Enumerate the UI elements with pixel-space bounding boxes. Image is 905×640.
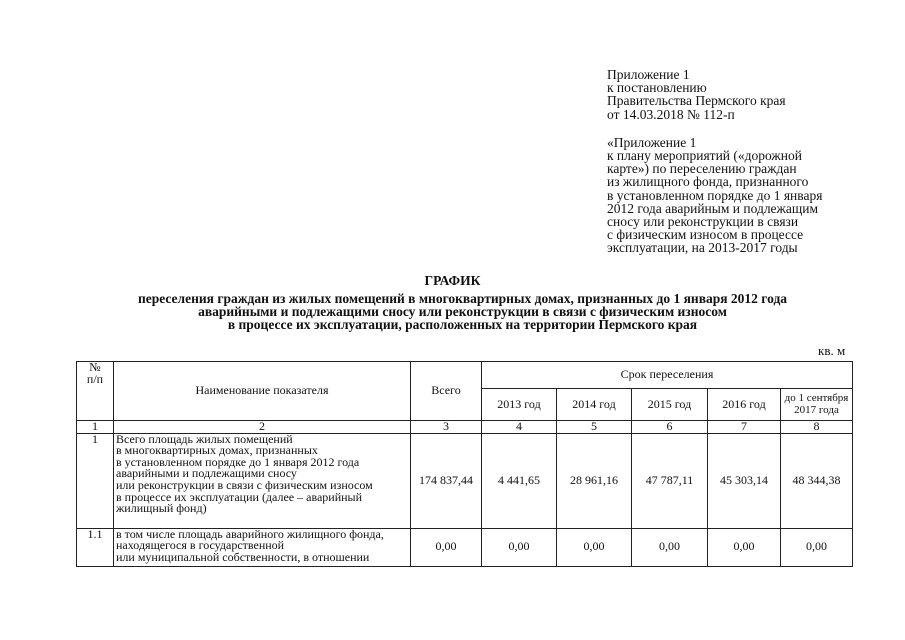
row-name-line: в том числе площадь аварийного жилищного фонда, — [116, 526, 384, 541]
row-value: 47 787,11 — [632, 433, 708, 528]
row-value: 0,00 — [557, 528, 632, 566]
row-name-line: Всего площадь жилых помещений — [116, 431, 293, 446]
column-number: 8 — [781, 421, 853, 434]
row-name-line: в процессе их эксплуатации (далее – аварийный — [116, 489, 363, 504]
row-value: 45 303,14 — [708, 433, 781, 528]
appendix-line: карте») по переселению граждан — [607, 161, 797, 177]
header-row — [77, 362, 853, 389]
row-value: 0,00 — [781, 528, 853, 566]
units-label: кв. м — [818, 343, 846, 358]
appendix-line: из жилищного фонда, признанного — [607, 174, 809, 190]
document-subtitle — [60, 292, 865, 331]
row-value: 0,00 — [632, 528, 708, 566]
header-year: 2016 год — [708, 389, 781, 421]
row-num: 1.1 — [77, 528, 114, 566]
appendix-line: Правительства Пермского края — [607, 93, 786, 109]
row-name-line: жилищный фонд) — [116, 501, 207, 516]
row-name — [114, 528, 411, 566]
subtitle-line: переселения граждан из жилых помещений в многоквартирных домах, признанных до 1 января 2012 года — [137, 291, 788, 306]
table-row — [77, 433, 853, 528]
appendix-line: с физическим износом в процессе — [607, 227, 804, 243]
header-year-last-line: 2017 года — [794, 403, 839, 416]
appendix-line: к плану мероприятий («дорожной — [607, 148, 802, 164]
header-name: Наименование показателя — [114, 362, 411, 421]
row-name-line: находящегося в государственной — [116, 538, 285, 553]
column-number: 5 — [557, 421, 632, 434]
subtitle-line: аварийными и подлежащими сносу или реконструкции в связи с физическим износом — [198, 304, 727, 319]
subtitle-line: в процессе их эксплуатации, расположенных на территории Пермского края — [227, 317, 698, 332]
row-value: 28 961,16 — [557, 433, 632, 528]
appendix-line: «Приложение 1 — [607, 134, 697, 150]
appendix-line: 2012 года аварийным и подлежащим — [607, 200, 819, 216]
header-year-last — [781, 389, 853, 421]
row-name-line: в установленном порядке до 1 января 2012 года — [116, 454, 360, 469]
document-title: ГРАФИК — [424, 273, 481, 288]
row-name-line: или муниципальной собственности, в отношении — [116, 549, 370, 564]
appendix-line: Приложение 1 — [607, 67, 690, 82]
appendix-line: от 14.03.2018 № 112-п — [607, 106, 735, 122]
appendix-note — [607, 68, 897, 255]
header-year: 2015 год — [632, 389, 708, 421]
appendix-line: сносу или реконструкции в связи — [607, 214, 799, 230]
header-num-line: п/п — [86, 371, 104, 386]
row-value-total: 174 837,44 — [411, 433, 482, 528]
appendix-block-2 — [607, 136, 897, 255]
row-value: 0,00 — [482, 528, 557, 566]
row-name-line: или реконструкции в связи с физическим износом — [116, 477, 373, 492]
appendix-line: в установленном порядке до 1 января — [607, 187, 823, 203]
header-year: 2013 год — [482, 389, 557, 421]
column-number: 2 — [114, 421, 411, 434]
appendix-line: к постановлению — [607, 80, 707, 96]
column-number: 3 — [411, 421, 482, 434]
column-number: 4 — [482, 421, 557, 434]
row-name-line: в многоквартирных домах, признанных — [116, 443, 318, 458]
column-number: 7 — [708, 421, 781, 434]
header-year: 2014 год — [557, 389, 632, 421]
header-num-line: № — [89, 360, 101, 374]
resettlement-schedule-table — [76, 361, 853, 567]
header-total: Всего — [411, 362, 482, 421]
row-value: 48 344,38 — [781, 433, 853, 528]
appendix-block-1 — [607, 68, 897, 121]
row-value: 0,00 — [708, 528, 781, 566]
header-period: Срок переселения — [482, 362, 853, 389]
row-value-total: 0,00 — [411, 528, 482, 566]
row-value: 4 441,65 — [482, 433, 557, 528]
column-number: 1 — [77, 421, 114, 434]
header-num — [77, 362, 114, 421]
row-name — [114, 433, 411, 528]
appendix-line: эксплуатации, на 2013-2017 годы — [607, 240, 798, 256]
table-row — [77, 528, 853, 566]
column-number: 6 — [632, 421, 708, 434]
row-name-line: аварийными и подлежащими сносу — [116, 466, 297, 481]
header-year-last-line: до 1 сентября — [784, 391, 849, 404]
row-num: 1 — [77, 433, 114, 528]
